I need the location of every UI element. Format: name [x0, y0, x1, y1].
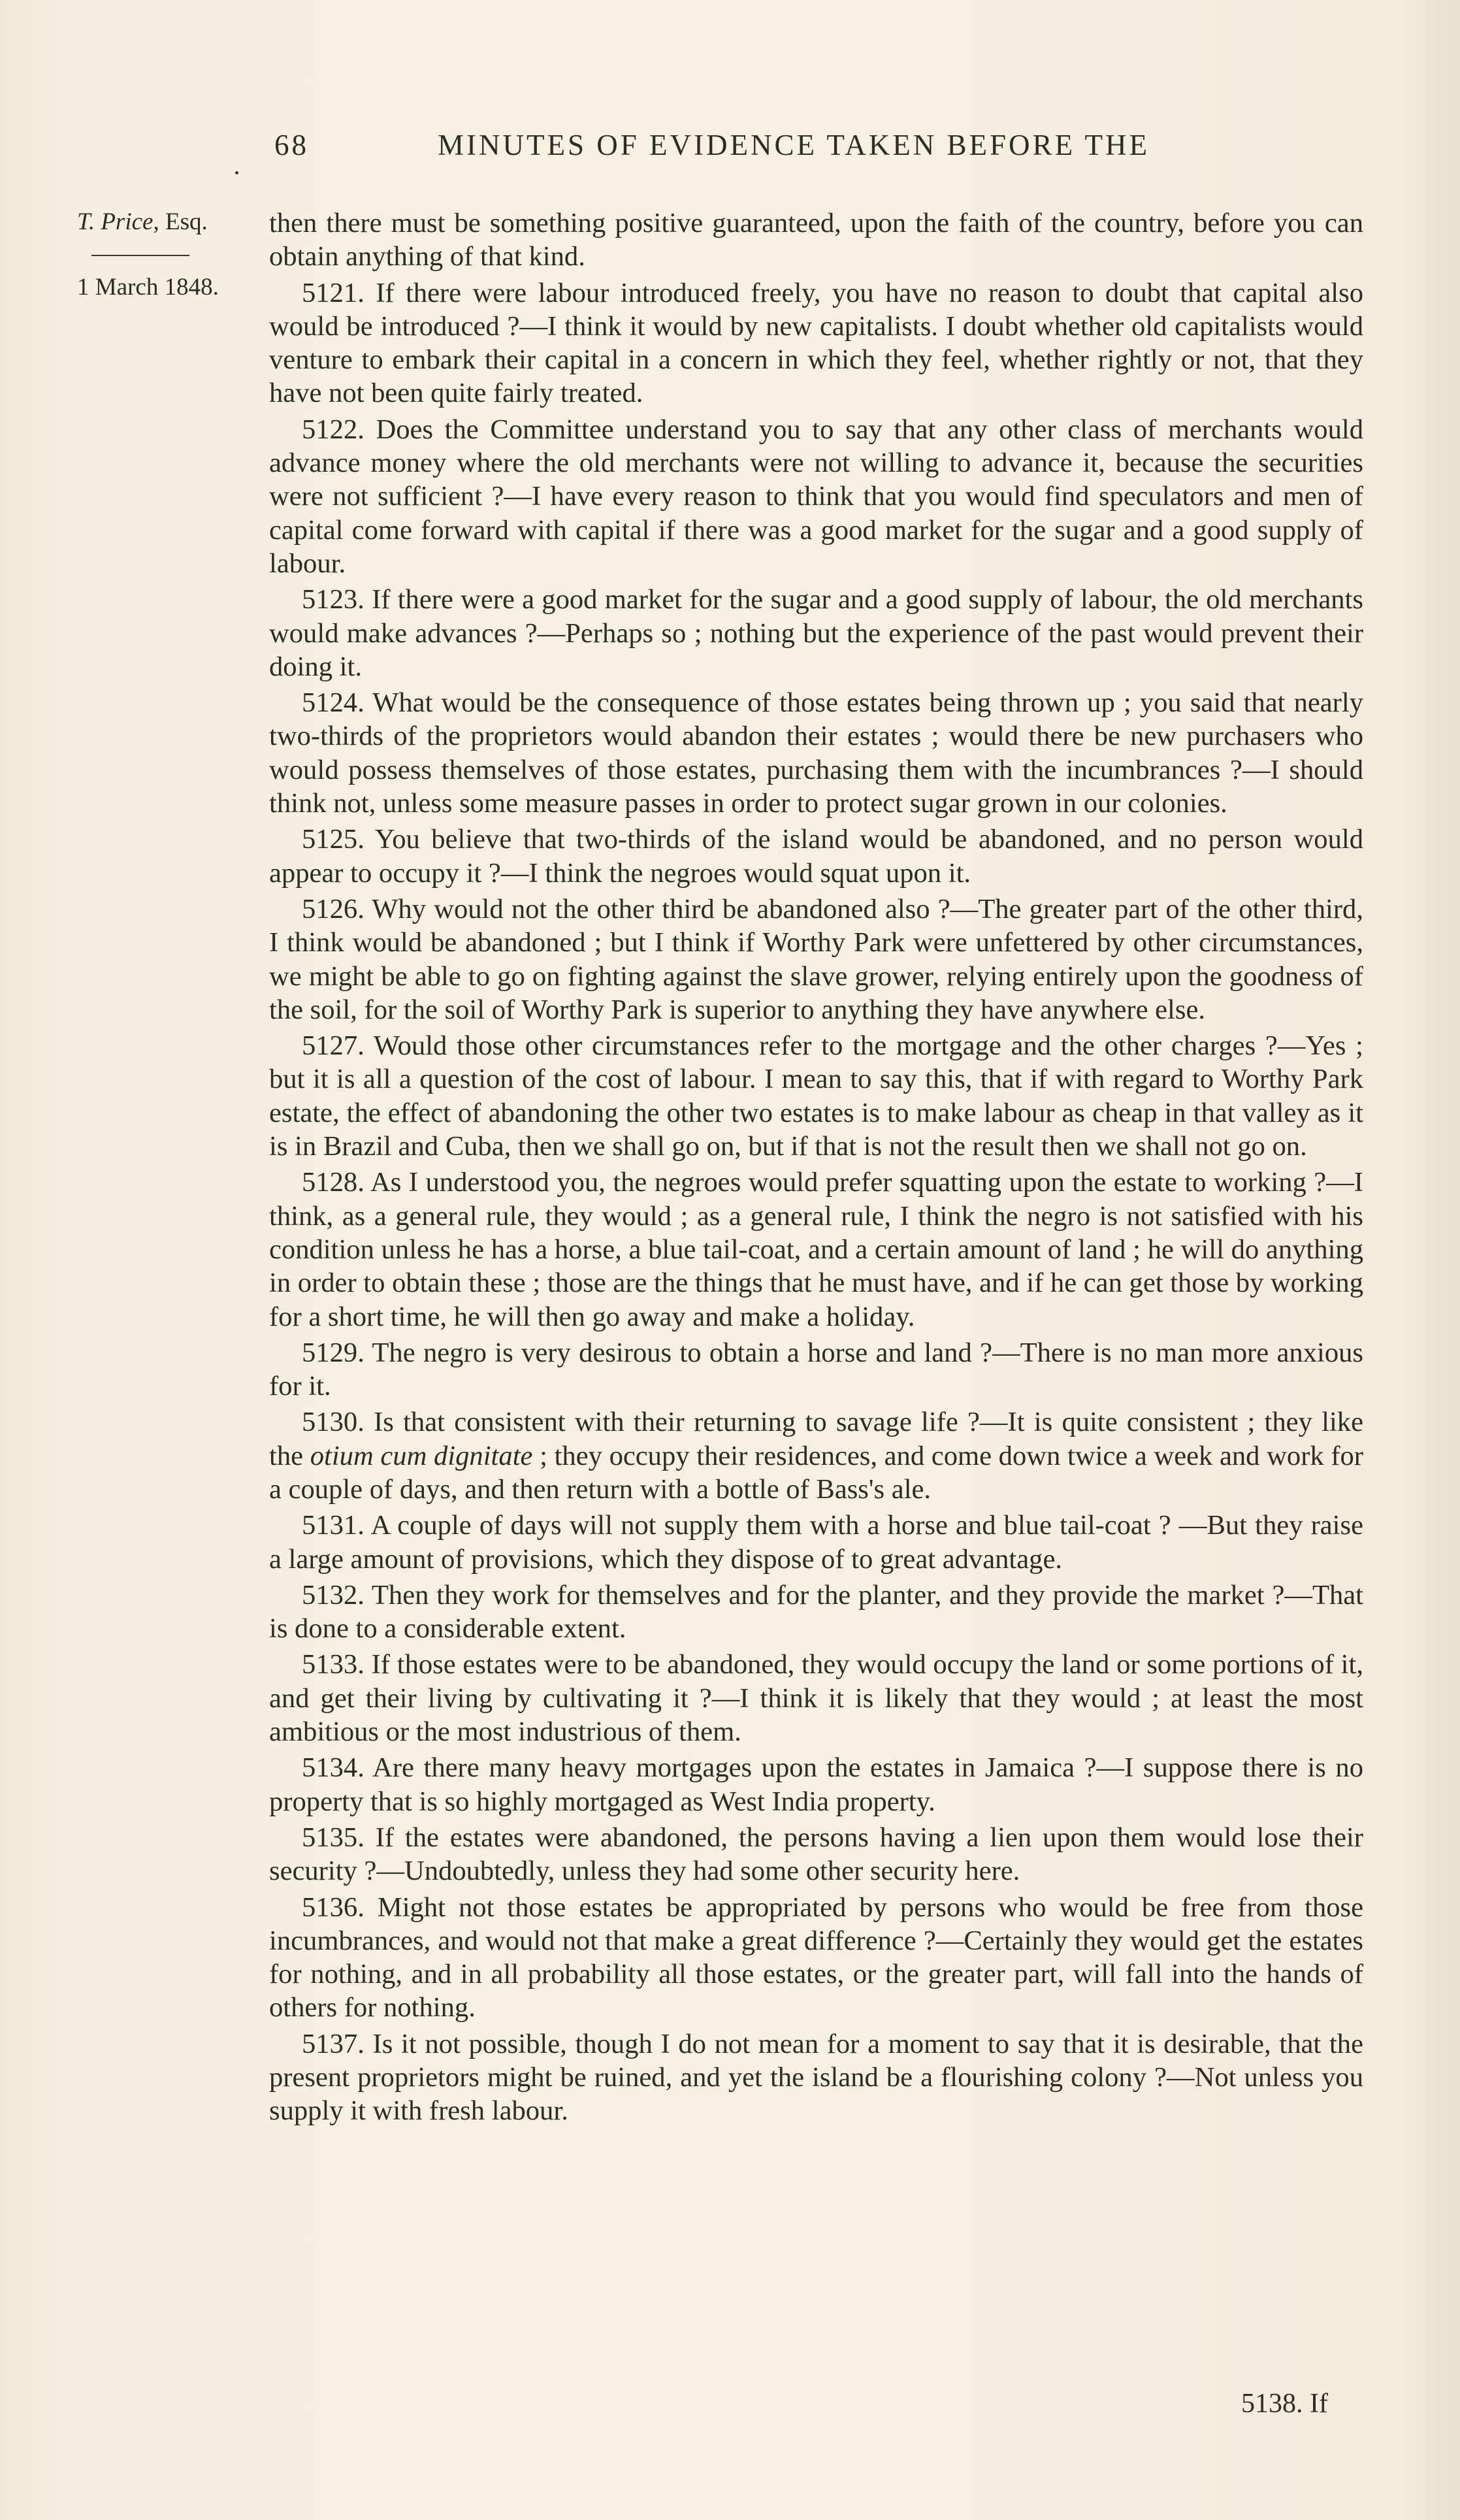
question-paragraph: 5136. Might not those estates be appropriated by persons who would be free from those incumbrances, and would not that make a great difference ?—Certainly they would get the estates for nothing, and in all probability all those estates, or the greater part, will fall into the hands of others for nothing. [269, 1891, 1363, 2023]
question-paragraph: 5128. As I understood you, the negroes would prefer squatting upon the estate to working ?—I think, as a general rule, they would ; as a general rule, I think the negro is not satisfied with his condition unless he has a horse, a blue tail-coat, and a certain amount of land ; he will do anything in order to obtain these ; those are the things that he must have, and if he can get those by working for a short time, he will then go away and make a holiday. [269, 1167, 1363, 1332]
question-paragraph: 5121. If there were labour introduced freely, you have no reason to doubt that capital also would be introduced ?—I think it would by new capitalists. I doubt whether old capitalists would venture to embark their capital in a concern in which they feel, whether rightly or not, that they have not been quite fairly treated. [269, 277, 1363, 409]
witness-name: T. Price, [77, 208, 159, 235]
question-paragraph: 5125. You believe that two-thirds of the island would be abandoned, and no person would appear to occupy it ?—I think the negroes would squat upon it. [269, 824, 1363, 889]
question-paragraph: 5129. The negro is very desirous to obtain a horse and land ?—There is no man more anxious for it. [269, 1337, 1363, 1402]
question-paragraph: 5127. Would those other circumstances refer to the mortgage and the other charges ?—Yes ; but it is all a question of the cost of labour. I mean to say this, that if with regard to Worthy Park estate, the effect of abandoning the other two estates is to make labour as cheap in that valley as it is in Brazil and Cuba, then we shall go on, but if that is not the result then we shall not go on. [269, 1030, 1363, 1162]
running-header [274, 128, 1202, 174]
question-paragraph: 5133. If those estates were to be abandoned, they would occupy the land or some portions of it, and get their living by cultivating it ?—I think it is likely that they would ; at least the most ambitious or the most industrious of them. [269, 1649, 1363, 1748]
witness-suffix: Esq. [165, 208, 208, 235]
question-paragraph: 5131. A couple of days will not supply them with a horse and blue tail-coat ? —But they raise a large amount of provisions, which they dispose of to great advantage. [269, 1510, 1363, 1575]
question-paragraph: 5135. If the estates were abandoned, the persons having a lien upon them would lose their security ?—Undoubtedly, unless they had some other security here. [269, 1822, 1363, 1887]
sidenote-witness [77, 208, 273, 236]
sidenote-rule [91, 255, 189, 256]
question-paragraph: 5123. If there were a good market for the sugar and a good supply of labour, the old merchants would make advances ?—Perhaps so ; nothing but the experience of the past would prevent their doing it. [269, 584, 1363, 682]
header-title: MINUTES OF EVIDENCE TAKEN BEFORE THE [438, 129, 1150, 161]
question-paragraph: 5126. Why would not the other third be abandoned also ?—The greater part of the other third, I think would be abandoned ; but I think if Worthy Park were unfettered by other circumstances, we might be able to go on fighting against the slave grower, relying entirely upon the goodness of the soil, for the soil of Worthy Park is superior to anything they have anywhere else. [269, 893, 1363, 1025]
catchword: 5138. If [1241, 2389, 1328, 2419]
question-paragraph: 5137. Is it not possible, though I do not mean for a moment to say that it is desirable, that the present proprietors might be ruined, and yet the island be a flourishing colony ?—Not unless you supply it with fresh labour. [269, 2028, 1363, 2127]
sidenote-date: 1 March 1848. [77, 274, 219, 301]
evidence-text [269, 206, 1363, 2131]
ink-dot [235, 171, 238, 174]
question-paragraph: 5132. Then they work for themselves and for the planter, and they provide the market ?—That is done to a considerable extent. [269, 1579, 1363, 1645]
page-number: 68 [274, 129, 309, 161]
continued-paragraph: then there must be something positive guaranteed, upon the faith of the country, before you can obtain anything of that kind. [269, 208, 1363, 272]
question-paragraph: 5122. Does the Committee understand you to say that any other class of merchants would advance money where the old merchants were not willing to advance it, because the securities were not sufficient ?—I have every reason to think that you would find speculators and men of capital come forward with capital if there was a good market for the sugar and a good supply of labour. [269, 414, 1363, 579]
question-paragraph: 5134. Are there many heavy mortgages upon the estates in Jamaica ?—I suppose there is no property that is so highly mortgaged as West India property. [269, 1752, 1363, 1817]
question-paragraph: 5124. What would be the consequence of those estates being thrown up ; you said that nearly two-thirds of the proprietors would abandon their estates ; would there be new purchasers who would possess themselves of those estates, purchasing them with the incumbrances ?—I should think not, unless some measure passes in order to protect sugar grown in our colonies. [269, 687, 1363, 819]
question-paragraph: 5130. Is that consistent with their returning to savage life ?—It is quite consistent ; they like the otium cum dignitate ; they occupy their residences, and come down twice a week and work for a couple of days, and then return with a bottle of Bass's ale. [269, 1407, 1363, 1505]
